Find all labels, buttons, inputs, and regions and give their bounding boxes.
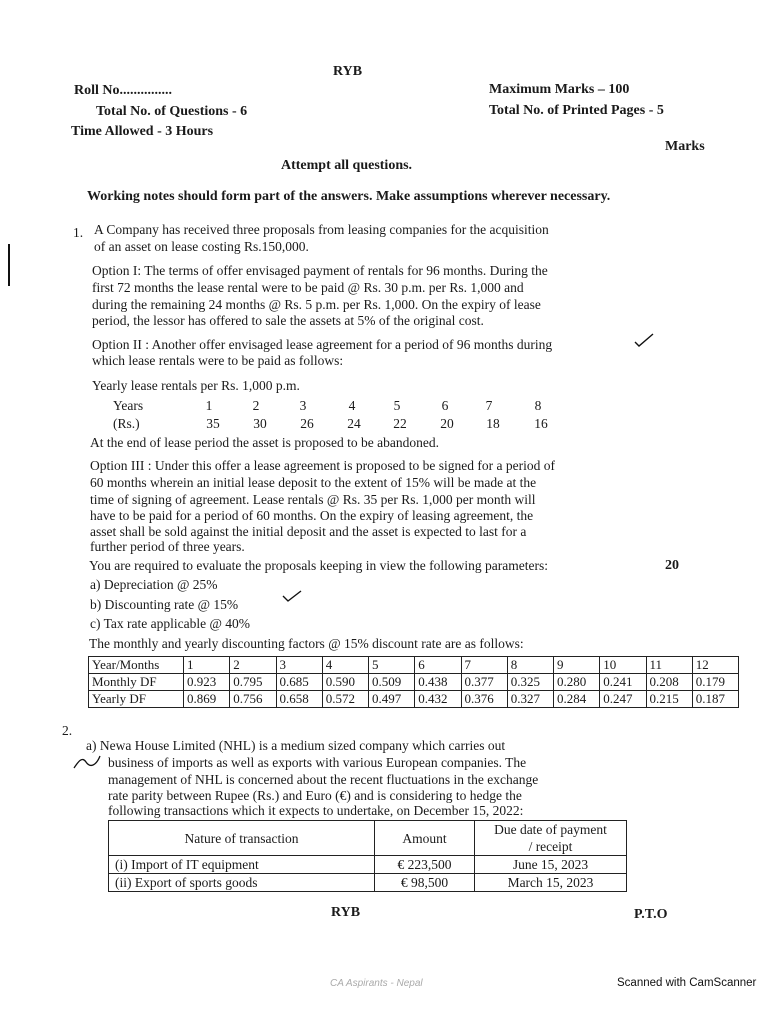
- year-cell: 1: [205, 398, 213, 413]
- option-3-line-6: further period of three years.: [90, 539, 245, 554]
- table-cell: 0.208: [646, 674, 692, 691]
- table-cell: 0.497: [369, 691, 415, 708]
- q1-intro-line-1: A Company has received three proposals from leasing companies for the acquisition: [94, 222, 549, 237]
- option-1-line-1: Option I: The terms of offer envisaged payment of rentals for 96 months. During the: [92, 263, 548, 278]
- transactions-table: [108, 820, 627, 892]
- row-label: Yearly DF: [89, 691, 184, 708]
- table-header-cell: [475, 821, 627, 856]
- check-mark-icon: [281, 588, 303, 604]
- row-label: Monthly DF: [89, 674, 184, 691]
- printed-pages: Total No. of Printed Pages - 5: [489, 103, 664, 118]
- option-3-line-2: 60 months wherein an initial lease deposit to the extent of 15% will be made at the: [90, 475, 537, 490]
- table-header-cell: Year/Months: [89, 657, 184, 674]
- check-mark-icon: [633, 332, 655, 348]
- rental-cell: 16: [534, 416, 548, 431]
- table-cell: 0.187: [692, 691, 738, 708]
- rental-cell: 24: [347, 416, 361, 431]
- watermark: CA Aspirants - Nepal: [330, 978, 423, 989]
- year-cell: 2: [252, 398, 260, 413]
- option-3-line-5: asset shall be sold against the initial deposit and the asset is expected to last for a: [90, 524, 527, 539]
- table-header-cell: Nature of transaction: [109, 821, 375, 856]
- q2a-line-3: management of NHL is concerned about the recent fluctuations in the exchange: [108, 772, 539, 787]
- table-cell: 0.377: [461, 674, 507, 691]
- table-cell: € 98,500: [375, 874, 475, 892]
- margin-pen-mark: [8, 244, 10, 286]
- table-cell: 0.795: [230, 674, 276, 691]
- rentals-row: [0, 416, 768, 434]
- due-date-header-line-1: Due date of payment: [494, 822, 607, 837]
- param-discount-rate: b) Discounting rate @ 15%: [90, 597, 239, 612]
- table-cell: € 223,500: [375, 856, 475, 874]
- table-header-cell: 8: [507, 657, 553, 674]
- time-allowed: Time Allowed - 3 Hours: [71, 124, 214, 139]
- table-header-cell: 7: [461, 657, 507, 674]
- maximum-marks: Maximum Marks – 100: [489, 82, 630, 97]
- table-row: [89, 674, 739, 691]
- table-cell: 0.325: [507, 674, 553, 691]
- rs-label: (Rs.): [113, 416, 140, 431]
- table-header-cell: 10: [600, 657, 646, 674]
- q2a-line-1: a) Newa House Limited (NHL) is a medium sized company which carries out: [86, 738, 506, 753]
- pen-annotation-icon: [72, 752, 102, 772]
- table-header-cell: 4: [322, 657, 368, 674]
- table-cell: 0.572: [322, 691, 368, 708]
- table-cell: 0.509: [369, 674, 415, 691]
- option-1-line-2: first 72 months the lease rental were to be paid @ Rs. 30 p.m. per Rs. 1,000 and: [92, 280, 524, 295]
- option-3-line-1: Option III : Under this offer a lease agreement is proposed to be signed for a period of: [90, 458, 555, 473]
- table-header-cell: Amount: [375, 821, 475, 856]
- rental-cell: 30: [253, 416, 267, 431]
- df-intro: The monthly and yearly discounting factors @ 15% discount rate are as follows:: [89, 636, 524, 651]
- table-header-cell: 6: [415, 657, 461, 674]
- table-header-cell: 9: [554, 657, 600, 674]
- table-row: [109, 821, 627, 856]
- rental-cell: 18: [486, 416, 500, 431]
- table-cell: 0.215: [646, 691, 692, 708]
- table-header-cell: 12: [692, 657, 738, 674]
- year-cell: 7: [485, 398, 493, 413]
- table-cell: 0.438: [415, 674, 461, 691]
- question-2-number: 2.: [62, 723, 73, 738]
- discount-factor-table: [88, 656, 739, 708]
- q2a-line-2: business of imports as well as exports with various European companies. The: [108, 755, 527, 770]
- paper-code-top: RYB: [333, 64, 363, 79]
- option-3-line-4: have to be paid for a period of 60 months. On the expiry of leasing agreement, the: [90, 508, 534, 523]
- year-cell: 4: [348, 398, 356, 413]
- q2a-line-4: rate parity between Rupee (Rs.) and Euro (€) and is considering to hedge the: [108, 788, 522, 803]
- table-cell: 0.685: [276, 674, 322, 691]
- abandon-note: At the end of lease period the asset is proposed to be abandoned.: [90, 435, 440, 450]
- option-3-line-3: time of signing of agreement. Lease rentals @ Rs. 35 per Rs. 1,000 per month will: [90, 492, 536, 507]
- scanner-label: Scanned with CamScanner: [617, 977, 757, 989]
- table-cell: 0.432: [415, 691, 461, 708]
- option-1-line-3: during the remaining 24 months @ Rs. 5 p.m. per Rs. 1,000. On the expiry of lease: [92, 297, 541, 312]
- table-cell: 0.284: [554, 691, 600, 708]
- table-cell: (ii) Export of sports goods: [109, 874, 375, 892]
- working-notes-instruction: Working notes should form part of the answers. Make assumptions wherever necessary.: [87, 189, 611, 204]
- rental-cell: 20: [440, 416, 454, 431]
- table-cell: 0.376: [461, 691, 507, 708]
- table-cell: 0.869: [184, 691, 230, 708]
- table-cell: 0.247: [600, 691, 646, 708]
- rental-cell: 26: [300, 416, 314, 431]
- table-header-cell: 3: [276, 657, 322, 674]
- table-cell: 0.327: [507, 691, 553, 708]
- table-header-cell: 11: [646, 657, 692, 674]
- param-tax-rate: c) Tax rate applicable @ 40%: [90, 616, 251, 631]
- table-cell: March 15, 2023: [475, 874, 627, 892]
- table-header-cell: 5: [369, 657, 415, 674]
- table-cell: 0.923: [184, 674, 230, 691]
- table-row: [89, 657, 739, 674]
- table-cell: June 15, 2023: [475, 856, 627, 874]
- table-header-cell: 2: [230, 657, 276, 674]
- year-cell: 5: [393, 398, 401, 413]
- option-1-line-4: period, the lessor has offered to sale the assets at 5% of the original cost.: [92, 313, 484, 328]
- table-header-cell: 1: [184, 657, 230, 674]
- table-row: [109, 856, 627, 874]
- table-cell: 0.658: [276, 691, 322, 708]
- q1-marks: 20: [665, 558, 679, 573]
- table-cell: 0.756: [230, 691, 276, 708]
- rental-cell: 22: [393, 416, 407, 431]
- question-1-number: 1.: [73, 225, 84, 240]
- table-cell: (i) Import of IT equipment: [109, 856, 375, 874]
- roll-no: Roll No...............: [74, 83, 172, 98]
- marks-column-label: Marks: [665, 139, 705, 154]
- table-row: [89, 691, 739, 708]
- years-row: [0, 398, 768, 416]
- table-cell: 0.280: [554, 674, 600, 691]
- table-row: [109, 874, 627, 892]
- paper-code-bottom: RYB: [331, 905, 361, 920]
- rental-cell: 35: [206, 416, 220, 431]
- evaluate-instruction: You are required to evaluate the proposals keeping in view the following parameters:: [89, 558, 548, 573]
- option-2-line-2: which lease rentals were to be paid as follows:: [92, 353, 344, 368]
- total-questions: Total No. of Questions - 6: [96, 104, 248, 119]
- attempt-instruction: Attempt all questions.: [281, 158, 413, 173]
- q1-intro-line-2: of an asset on lease costing Rs.150,000.: [94, 239, 309, 254]
- param-depreciation: a) Depreciation @ 25%: [90, 577, 218, 592]
- q2a-line-5: following transactions which it expects to undertake, on December 15, 2022:: [108, 803, 524, 818]
- year-cell: 6: [441, 398, 449, 413]
- year-cell: 3: [299, 398, 307, 413]
- yearly-rentals-title: Yearly lease rentals per Rs. 1,000 p.m.: [92, 378, 300, 393]
- year-cell: 8: [534, 398, 542, 413]
- due-date-header-line-2: / receipt: [528, 839, 573, 854]
- option-2-line-1: Option II : Another offer envisaged lease agreement for a period of 96 months during: [92, 337, 553, 352]
- table-cell: 0.179: [692, 674, 738, 691]
- please-turn-over: P.T.O: [634, 907, 668, 922]
- table-cell: 0.241: [600, 674, 646, 691]
- table-cell: 0.590: [322, 674, 368, 691]
- years-label: Years: [113, 398, 144, 413]
